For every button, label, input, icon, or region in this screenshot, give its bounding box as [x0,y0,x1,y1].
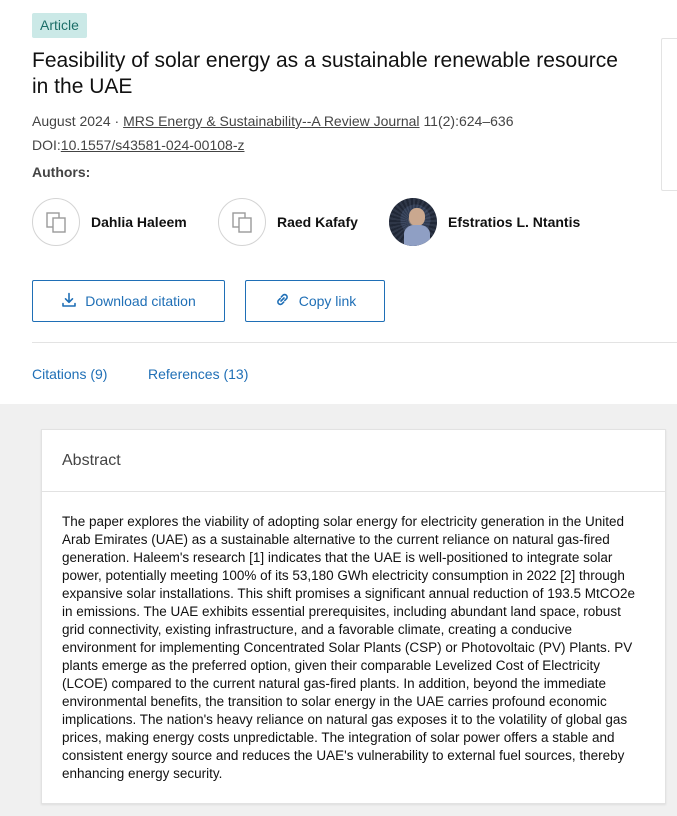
meta-separator: · [114,113,120,129]
side-panel-edge [661,38,677,191]
author-dahlia-haleem[interactable] [32,198,187,246]
download-icon [61,292,77,311]
author-efstratios-ntantis[interactable] [389,198,580,246]
doi-line [32,137,244,153]
author-placeholder-icon [32,198,80,246]
doi-link[interactable]: 10.1557/s43581-024-00108-z [60,137,245,153]
tab-citations[interactable]: Citations (9) [32,366,108,382]
divider [32,342,677,343]
author-name: Efstratios L. Ntantis [448,214,581,230]
download-citation-label: Download citation [85,293,196,309]
author-name: Dahlia Haleem [91,214,187,230]
article-title: Feasibility of solar energy as a sustainable renewable resource in the UAE [32,49,618,98]
author-raed-kafafy[interactable] [218,198,358,246]
download-citation-button[interactable] [32,280,225,322]
author-name: Raed Kafafy [277,214,358,230]
publication-info [32,113,513,129]
authors-label: Authors: [32,164,91,180]
tab-references[interactable]: References (13) [148,366,249,382]
article-type-badge: Article [32,13,87,38]
publication-date: August 2024 [32,113,111,129]
link-icon [274,291,291,311]
abstract-text: The paper explores the viability of adopting solar energy for electricity generation in the United Arab Emirates (UAE) as a sustainable alternative to the current reliance on natural gas-fired generation. Haleem's research [1] indicates that the UAE is well-positioned to integrate solar power, potentially meeting 100% of its 53,180 GWh electricity consumption in 2022 [2] through expansive solar installations. This shift promises a significant annual reduction of 193.5 MtCO2e in emissions. The UAE exhibits essential prerequisites, including abundant land space, robust grid connectivity, existing infrastructure, and a favorable climate, creating a conducive environment for implementing Concentrated Solar Plants (CSP) or Photovoltaic (PV) Plants. PV plants emerge as the preferred option, given their comparable Levelized Cost of Electricity (LCOE) compared to the current natural gas-fired plants. In addition, beyond the immediate environmental benefits, the transition to solar energy in the UAE carries profound economic implications. The nation's heavy reliance on natural gas exposes it to the volatility of global gas prices, making energy costs unpredictable. The integration of solar power offers a stable and consistent energy source and reduces the UAE's vulnerability to external fuel sources, thereby enhancing energy security. [62,514,636,781]
author-photo [389,198,437,246]
author-placeholder-icon [218,198,266,246]
copy-link-label: Copy link [298,293,357,309]
copy-link-button[interactable] [245,280,385,322]
journal-link[interactable]: MRS Energy & Sustainability--A Review Journal [123,113,420,129]
volume-pages: 11(2):624–636 [423,113,514,129]
abstract-card [41,429,666,804]
article-header [0,0,677,404]
abstract-heading: Abstract [42,430,665,492]
doi-label: DOI: [32,137,61,153]
